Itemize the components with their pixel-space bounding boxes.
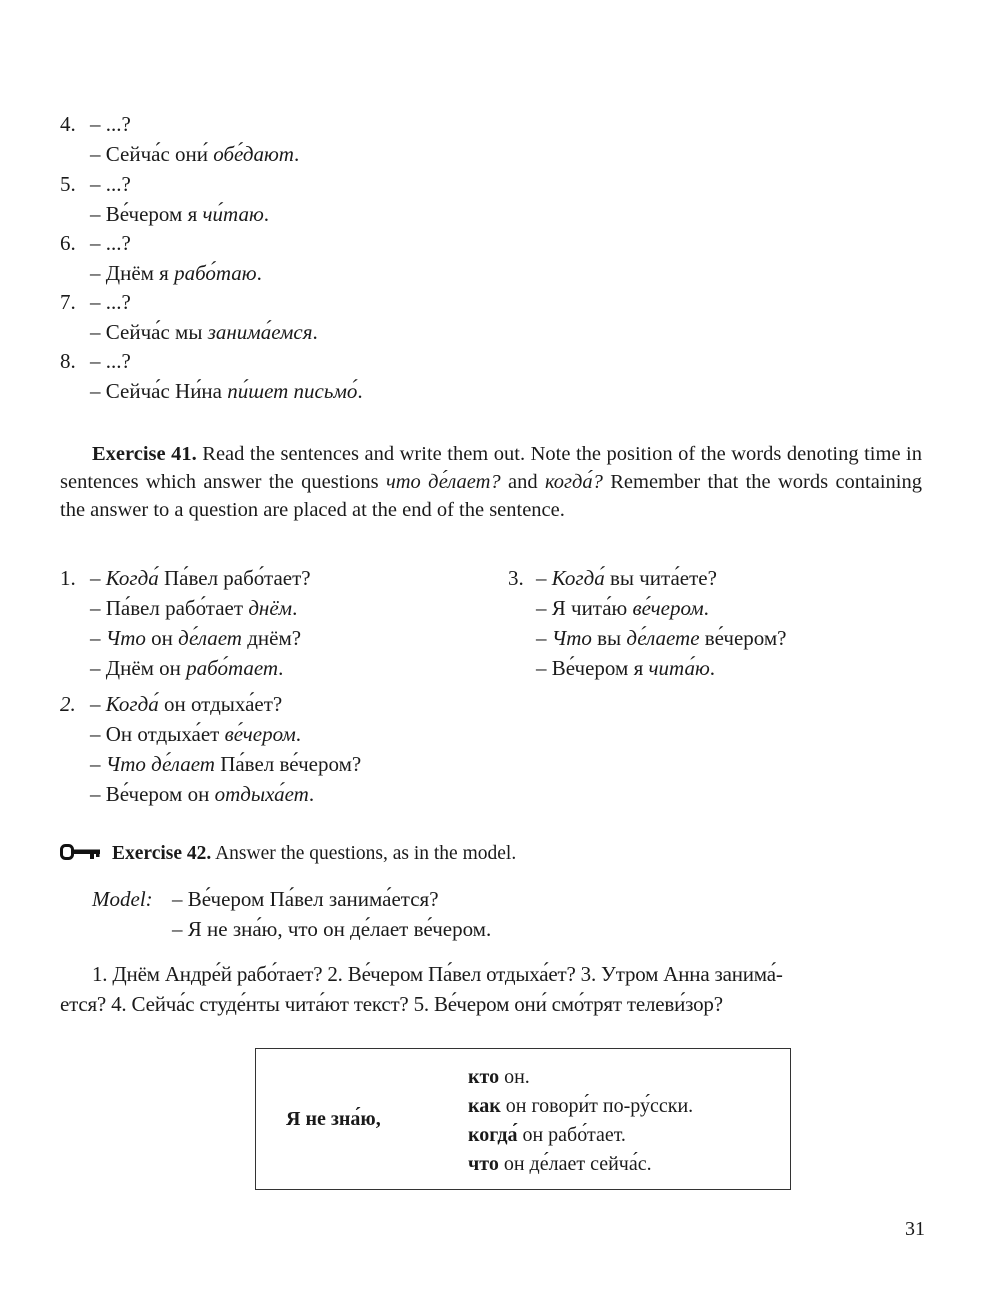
instruction-text: Remember that the words containing the answer to a question are placed at the end of the sentence. bbox=[60, 471, 922, 521]
text: Что bbox=[551, 626, 592, 650]
text: – Ве́чером я bbox=[536, 656, 649, 680]
grammar-row-kogda bbox=[468, 1123, 626, 1147]
answer-text: – Сейча́с Ни́на bbox=[90, 379, 228, 403]
dialog-line bbox=[90, 626, 301, 650]
text: ве́чером bbox=[224, 722, 296, 746]
dialog-line bbox=[90, 692, 282, 716]
text: . bbox=[703, 596, 709, 620]
text: он рабо́тает. bbox=[517, 1124, 626, 1146]
page-number: 31 bbox=[905, 1218, 925, 1240]
model-question: – Ве́чером Па́вел занима́ется? bbox=[172, 887, 439, 911]
dialog-line bbox=[90, 782, 314, 806]
question-word: что bbox=[468, 1153, 499, 1175]
text: – bbox=[536, 626, 552, 650]
text: ве́чером? bbox=[699, 626, 787, 650]
question-word-2: когда́? bbox=[544, 471, 603, 493]
item-8-answer bbox=[90, 379, 363, 403]
dialog-line bbox=[90, 752, 361, 776]
item-4-answer bbox=[90, 142, 299, 166]
answer-text: – Сейча́с мы bbox=[90, 320, 208, 344]
punct: . bbox=[293, 142, 300, 166]
item-number: 4. bbox=[60, 112, 76, 136]
text: – bbox=[90, 692, 106, 716]
item-5-question bbox=[60, 172, 131, 196]
text: Когда́ bbox=[105, 566, 159, 590]
key-icon bbox=[60, 842, 102, 860]
dialog-line bbox=[90, 566, 311, 590]
dialog-line bbox=[536, 596, 709, 620]
text: Что bbox=[105, 626, 146, 650]
question-placeholder: – ...? bbox=[90, 231, 131, 255]
grammar-row-chto bbox=[468, 1152, 652, 1176]
punct: . bbox=[357, 379, 363, 403]
instruction-text: Read the sentences and write them out. Note the position of the words denoting time in sentences which answer the questions bbox=[60, 443, 922, 493]
answer-verb: обе́дают bbox=[213, 142, 294, 166]
text: – bbox=[90, 566, 106, 590]
dialog-number: 2. bbox=[60, 692, 76, 716]
text: . bbox=[308, 782, 315, 806]
punct: . bbox=[256, 261, 262, 285]
grammar-row-kak bbox=[468, 1094, 693, 1118]
text: рабо́тает bbox=[186, 656, 279, 680]
instruction-text: Answer the questions, as in the model. bbox=[211, 843, 517, 864]
text: отдыха́ет bbox=[214, 782, 309, 806]
dialog-line bbox=[536, 656, 715, 680]
text: – Па́вел рабо́тает bbox=[90, 596, 249, 620]
text: он. bbox=[499, 1066, 530, 1088]
item-5-answer bbox=[90, 202, 269, 226]
punct: . bbox=[312, 320, 318, 344]
text: – bbox=[90, 752, 106, 776]
text: . bbox=[292, 596, 298, 620]
question-placeholder: – ...? bbox=[90, 349, 131, 373]
answer-verb: чи́таю bbox=[202, 202, 264, 226]
text: он говори́т по-ру́сски. bbox=[500, 1095, 694, 1117]
answer-text: – Сейча́с они́ bbox=[90, 142, 214, 166]
item-number: 7. bbox=[60, 290, 76, 314]
dialog-line bbox=[536, 626, 786, 650]
answer-verb: рабо́таю bbox=[174, 261, 257, 285]
exercise-41-title: Exercise 41. bbox=[92, 443, 197, 465]
item-7-question bbox=[60, 290, 131, 314]
punct: . bbox=[263, 202, 269, 226]
instruction-text: and bbox=[500, 471, 545, 493]
dialog-number: 1. bbox=[60, 566, 76, 590]
text: он де́лает сейча́с. bbox=[498, 1153, 652, 1175]
question-placeholder: – ...? bbox=[90, 112, 131, 136]
exercise-42-title: Exercise 42. bbox=[112, 843, 212, 864]
model-label: Model: bbox=[92, 887, 153, 911]
item-6-question bbox=[60, 231, 131, 255]
answer-verb: пи́шет письмо́ bbox=[227, 379, 358, 403]
grammar-box-lead: Я не зна́ю, bbox=[286, 1108, 381, 1130]
item-6-answer bbox=[90, 261, 262, 285]
text: днём? bbox=[241, 626, 302, 650]
item-number: 8. bbox=[60, 349, 76, 373]
item-number: 6. bbox=[60, 231, 76, 255]
text: Па́вел ве́чером? bbox=[214, 752, 362, 776]
text: – Он отдыха́ет bbox=[90, 722, 225, 746]
item-number: 5. bbox=[60, 172, 76, 196]
text: вы чита́ете? bbox=[604, 566, 717, 590]
question-word: как bbox=[468, 1095, 501, 1117]
text: Когда́ bbox=[105, 692, 159, 716]
dialog-number: 3. bbox=[508, 566, 524, 590]
question-word: кто bbox=[468, 1066, 500, 1088]
text: де́лает bbox=[178, 626, 242, 650]
answer-verb: занима́емся bbox=[207, 320, 313, 344]
dialog-line bbox=[536, 566, 717, 590]
question-word: когда́ bbox=[468, 1124, 518, 1146]
text: . bbox=[709, 656, 715, 680]
item-8-question bbox=[60, 349, 131, 373]
text: вы bbox=[591, 626, 627, 650]
grammar-row-kto bbox=[468, 1065, 530, 1089]
text: Когда́ bbox=[551, 566, 605, 590]
text: – bbox=[90, 626, 106, 650]
text: он отдыха́ет? bbox=[158, 692, 283, 716]
model-answer: – Я не зна́ю, что он де́лает ве́чером. bbox=[172, 917, 492, 941]
text: . bbox=[295, 722, 301, 746]
text: . bbox=[278, 656, 284, 680]
text: чита́ю bbox=[648, 656, 710, 680]
text: де́лаете bbox=[626, 626, 700, 650]
text: Па́вел рабо́тает? bbox=[158, 566, 311, 590]
text: днём bbox=[248, 596, 293, 620]
text: – Днём он bbox=[90, 656, 187, 680]
questions-line-2: ется? 4. Сейча́с студе́нты чита́ют текст? 5. Ве́чером они́ смо́трят телеви́зор? bbox=[60, 992, 723, 1016]
answer-text: – Ве́чером я bbox=[90, 202, 203, 226]
dialog-line bbox=[90, 722, 301, 746]
text: ве́чером bbox=[632, 596, 704, 620]
text: – Ве́чером он bbox=[90, 782, 215, 806]
answer-text: – Днём я bbox=[90, 261, 175, 285]
question-placeholder: – ...? bbox=[90, 290, 131, 314]
text: – bbox=[536, 566, 552, 590]
text: он bbox=[145, 626, 179, 650]
text: Что де́лает bbox=[105, 752, 215, 776]
question-word-1: что де́лает? bbox=[385, 471, 501, 493]
item-7-answer bbox=[90, 320, 318, 344]
question-placeholder: – ...? bbox=[90, 172, 131, 196]
dialog-line bbox=[90, 656, 283, 680]
text: – Я чита́ю bbox=[536, 596, 633, 620]
item-4-question bbox=[60, 112, 131, 136]
grammar-box bbox=[255, 1048, 791, 1190]
dialog-line bbox=[90, 596, 297, 620]
questions-line-1: 1. Днём Андре́й рабо́тает? 2. Ве́чером Па́вел отдыха́ет? 3. Утром Анна занима́- bbox=[92, 962, 783, 986]
exercise-41-instructions bbox=[60, 440, 922, 524]
exercise-42-header bbox=[112, 842, 516, 866]
